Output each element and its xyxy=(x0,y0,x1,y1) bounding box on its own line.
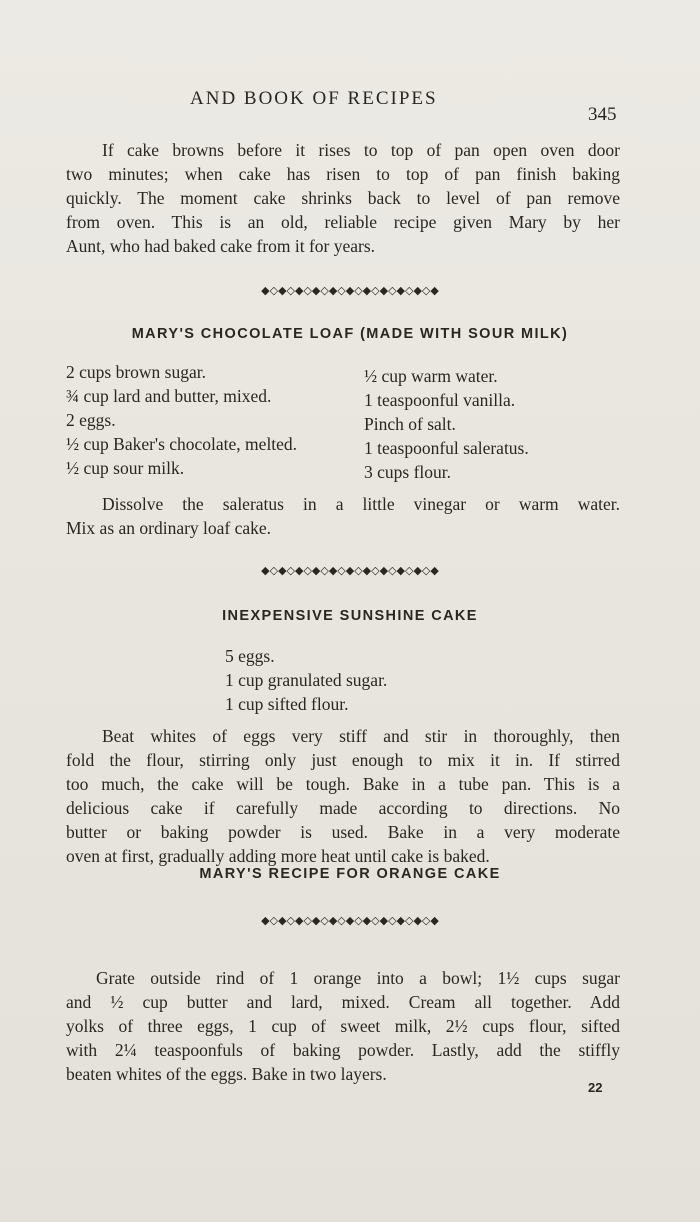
ingredient-item: 1 teaspoonful saleratus. xyxy=(364,438,529,458)
paragraph-line: yolks of three eggs, 1 cup of sweet milk, 2½ cups flour, sifted xyxy=(66,1016,620,1036)
ingredient-item: 2 eggs. xyxy=(66,410,116,430)
ingredient-list xyxy=(225,644,387,716)
paragraph-line: fold the flour, stirring only just enough to mix it in. If stirred xyxy=(66,750,620,770)
ingredient-item: 3 cups flour. xyxy=(364,462,452,482)
ornament-divider: ◆◇◆◇◆◇◆◇◆◇◆◇◆◇◆◇◆◇◆◇◆ xyxy=(261,285,439,297)
method-paragraph xyxy=(66,492,620,540)
paragraph-line: Beat whites of eggs very stiff and stir in thoroughly, then xyxy=(102,726,620,746)
signature-mark: 22 xyxy=(588,1080,603,1095)
paragraph-line: If cake browns before it rises to top of pan open oven door xyxy=(102,140,620,160)
ingredient-item: 2 cups brown sugar. xyxy=(66,362,206,382)
paragraph-line: delicious cake if carefully made according to directions. No xyxy=(66,798,620,818)
intro-paragraph xyxy=(66,138,620,258)
ingredient-item: 1 cup sifted flour. xyxy=(225,694,349,714)
ingredient-item: Pinch of salt. xyxy=(364,414,456,434)
paragraph-line: Mix as an ordinary loaf cake. xyxy=(66,518,272,538)
ingredient-item: 1 cup granulated sugar. xyxy=(225,670,388,690)
ingredient-list-right xyxy=(364,364,529,484)
paragraph-line: Grate outside rind of 1 orange into a bowl; 1½ cups sugar xyxy=(96,968,620,988)
ingredient-item: 1 teaspoonful vanilla. xyxy=(364,390,516,410)
ornament-divider: ◆◇◆◇◆◇◆◇◆◇◆◇◆◇◆◇◆◇◆◇◆ xyxy=(261,565,439,577)
running-head: AND BOOK OF RECIPES xyxy=(190,88,438,109)
paragraph-line: with 2¼ teaspoonfuls of baking powder. Lastly, add the stiffly xyxy=(66,1040,620,1060)
paragraph-line: too much, the cake will be tough. Bake in a tube pan. This is a xyxy=(66,774,620,794)
paragraph-line: butter or baking powder is used. Bake in a very moderate xyxy=(66,822,620,842)
ingredient-item: ½ cup sour milk. xyxy=(66,458,185,478)
paragraph-line: Dissolve the saleratus in a little vinegar or warm water. xyxy=(102,494,620,514)
method-paragraph xyxy=(66,966,620,1086)
paragraph-line: Aunt, who had baked cake from it for years. xyxy=(66,236,376,256)
paragraph-line: oven at first, gradually adding more heat until cake is baked. xyxy=(66,846,490,866)
ornament-divider: ◆◇◆◇◆◇◆◇◆◇◆◇◆◇◆◇◆◇◆◇◆ xyxy=(261,915,439,927)
recipe-title: MARY'S RECIPE FOR ORANGE CAKE xyxy=(199,866,501,882)
ingredient-item: ½ cup warm water. xyxy=(364,366,498,386)
paragraph-line: two minutes; when cake has risen to top of pan finish baking xyxy=(66,164,620,184)
page-number: 345 xyxy=(588,104,617,125)
paragraph-line: and ½ cup butter and lard, mixed. Cream all together. Add xyxy=(66,992,620,1012)
paragraph-line: from oven. This is an old, reliable recipe given Mary by her xyxy=(66,212,620,232)
ingredient-list-left xyxy=(66,360,297,480)
paragraph-line: beaten whites of the eggs. Bake in two layers. xyxy=(66,1064,387,1084)
ingredient-item: ½ cup Baker's chocolate, melted. xyxy=(66,434,298,454)
method-paragraph xyxy=(66,724,620,868)
ingredient-item: ¾ cup lard and butter, mixed. xyxy=(66,386,272,406)
recipe-title: MARY'S CHOCOLATE LOAF (MADE WITH SOUR MILK) xyxy=(131,326,569,342)
paragraph-line: quickly. The moment cake shrinks back to level of pan remove xyxy=(66,188,620,208)
recipe-title: INEXPENSIVE SUNSHINE CAKE xyxy=(222,608,478,624)
ingredient-item: 5 eggs. xyxy=(225,646,275,666)
